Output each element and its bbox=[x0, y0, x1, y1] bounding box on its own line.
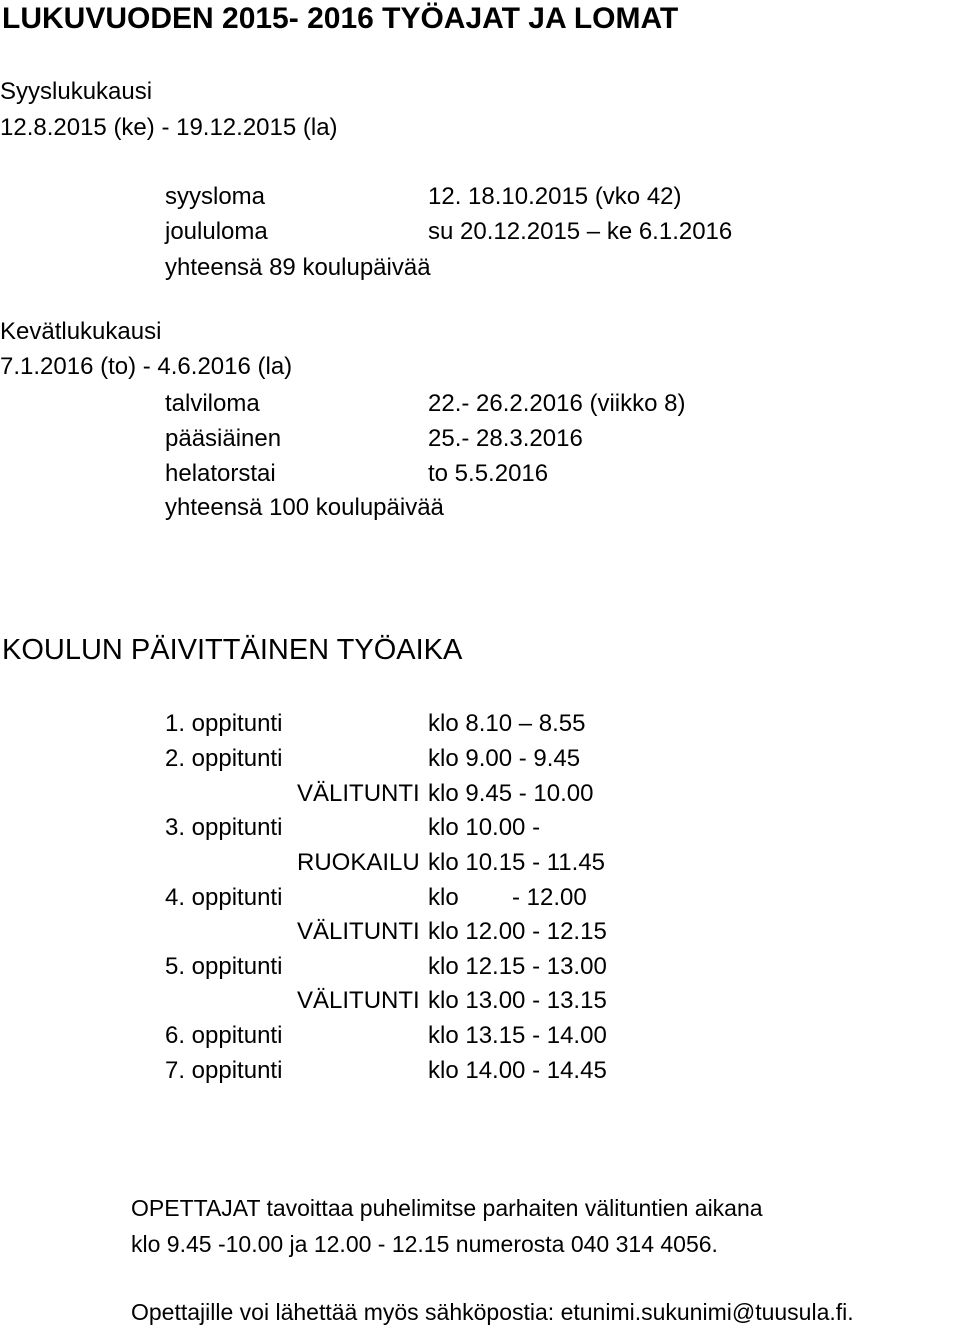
schedule-row-time: klo 9.45 - 10.00 bbox=[428, 780, 594, 807]
document-title: LUKUVUODEN 2015- 2016 TYÖAJAT JA LOMAT bbox=[2, 2, 679, 35]
holiday-name: talviloma bbox=[165, 390, 260, 417]
schedule-row-label: VÄLITUNTI bbox=[297, 780, 420, 807]
contact-line-number: klo 9.45 -10.00 ja 12.00 - 12.15 numerosta 040 314 4056. bbox=[131, 1231, 718, 1257]
holiday-date: 25.- 28.3.2016 bbox=[428, 425, 583, 452]
schedule-row-time: klo - 12.00 bbox=[428, 884, 587, 911]
schedule-row-time: klo 10.15 - 11.45 bbox=[428, 849, 606, 876]
schedule-row-label: 1. oppitunti bbox=[165, 710, 283, 737]
schedule-row-time: klo 13.15 - 14.00 bbox=[428, 1022, 607, 1049]
schedule-row-label: 5. oppitunti bbox=[165, 953, 283, 980]
schedule-row-label: 3. oppitunti bbox=[165, 814, 283, 841]
schedule-row-time: klo 8.10 – 8.55 bbox=[428, 710, 586, 737]
schedule-row-time: klo 14.00 - 14.45 bbox=[428, 1057, 607, 1084]
daily-schedule-heading: KOULUN PÄIVITTÄINEN TYÖAIKA bbox=[2, 634, 463, 666]
holiday-name: pääsiäinen bbox=[165, 425, 282, 452]
holiday-date: su 20.12.2015 – ke 6.1.2016 bbox=[428, 218, 733, 245]
spring-term-label: Kevätlukukausi bbox=[0, 318, 162, 345]
schedule-row-label: 7. oppitunti bbox=[165, 1057, 283, 1084]
schedule-row-time: klo 12.00 - 12.15 bbox=[428, 918, 607, 945]
schedule-row-time: klo 13.00 - 13.15 bbox=[428, 987, 607, 1014]
schedule-row-label: VÄLITUNTI bbox=[297, 987, 420, 1014]
schedule-row-time: klo 9.00 - 9.45 bbox=[428, 745, 581, 772]
holiday-date: 12. 18.10.2015 (vko 42) bbox=[428, 183, 682, 210]
holiday-name: joululoma bbox=[165, 218, 268, 245]
schedule-row-time: klo 10.00 - bbox=[428, 814, 541, 841]
autumn-total: yhteensä 89 koulupäivää bbox=[165, 254, 431, 281]
autumn-term-label: Syyslukukausi bbox=[0, 78, 153, 105]
schedule-row-label: 2. oppitunti bbox=[165, 745, 283, 772]
schedule-row-label: 6. oppitunti bbox=[165, 1022, 283, 1049]
spring-total: yhteensä 100 koulupäivää bbox=[165, 494, 444, 521]
holiday-name: syysloma bbox=[165, 183, 266, 210]
schedule-row-label: VÄLITUNTI bbox=[297, 918, 420, 945]
holiday-date: to 5.5.2016 bbox=[428, 460, 549, 487]
autumn-term-range: 12.8.2015 (ke) - 19.12.2015 (la) bbox=[0, 114, 338, 141]
holiday-date: 22.- 26.2.2016 (viikko 8) bbox=[428, 390, 686, 417]
holiday-name: helatorstai bbox=[165, 460, 276, 487]
schedule-row-label: 4. oppitunti bbox=[165, 884, 283, 911]
contact-line-email: Opettajille voi lähettää myös sähköpostia: etunimi.sukunimi@tuusula.fi. bbox=[131, 1299, 854, 1325]
schedule-row-label: RUOKAILU bbox=[297, 849, 420, 876]
schedule-row-time: klo 12.15 - 13.00 bbox=[428, 953, 607, 980]
spring-term-range: 7.1.2016 (to) - 4.6.2016 (la) bbox=[0, 353, 293, 380]
contact-line-phone: OPETTAJAT tavoittaa puhelimitse parhaiten välituntien aikana bbox=[131, 1195, 763, 1221]
